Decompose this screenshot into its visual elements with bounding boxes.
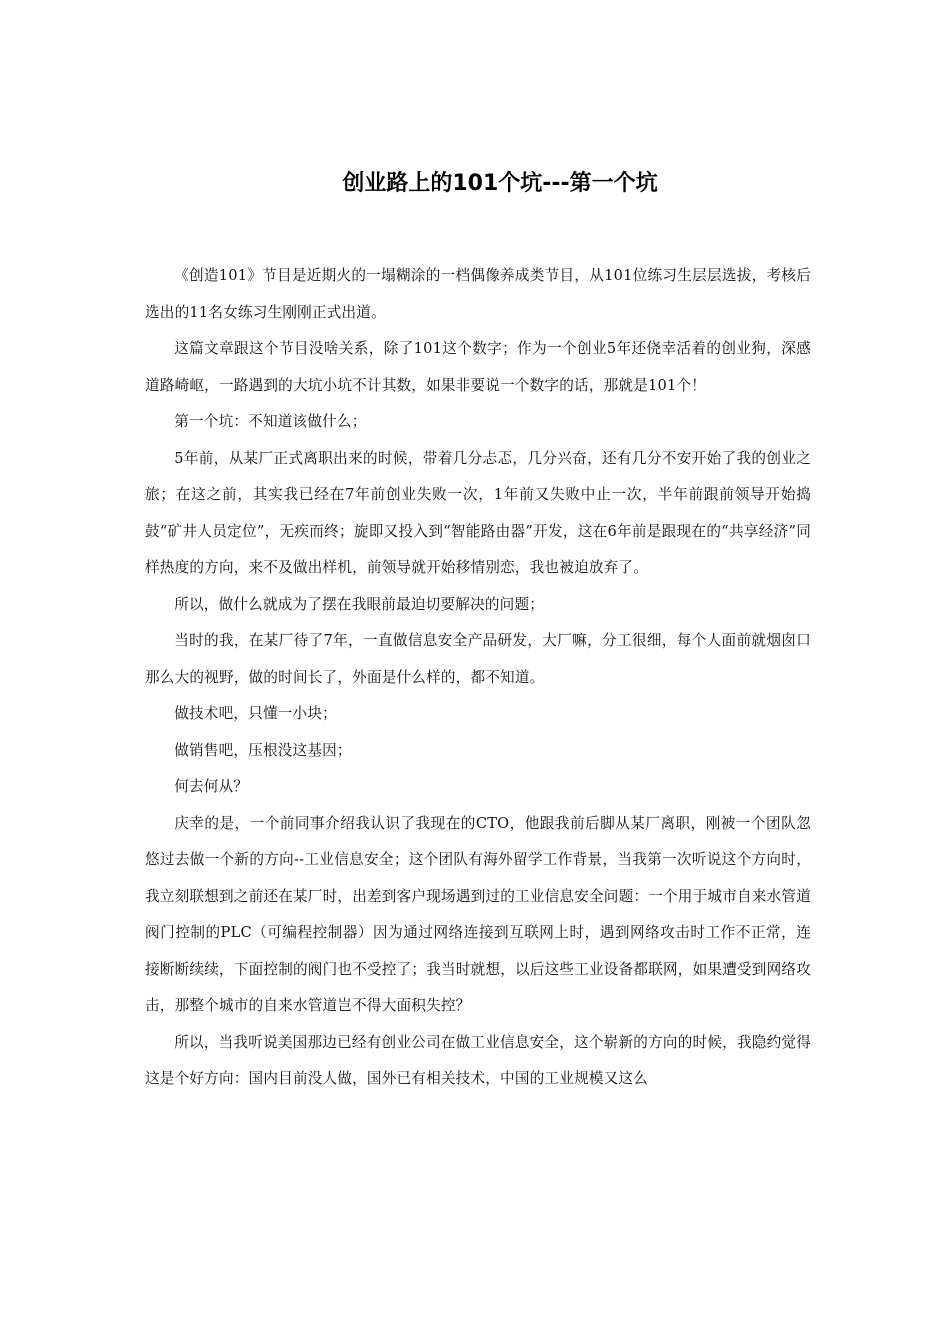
paragraph: 《创造101》节目是近期火的一塌糊涂的一档偶像养成类节目，从101位练习生层层选拔，考核后选出的11名女练习生刚刚正式出道。 xyxy=(145,267,811,321)
paragraph: 做技术吧，只懂一小块； xyxy=(174,705,337,722)
paragraph: 第一个坑：不知道该做什么； xyxy=(174,413,367,430)
paragraph: 做销售吧，压根没这基因； xyxy=(174,741,352,759)
paragraph: 庆幸的是，一个前同事介绍我认识了我现在的CTO，他跟我前后脚从某厂离职，刚被一个团队忽悠过去做一个新的方向--工业信息安全；这个团队有海外留学工作背景，当我第一次听说这个方向时，我立刻联想到之前还在某厂时，出差到客户现场遇到过的工业信息安全问题：一个用于城市自来水管道阀门控制的PLC（可编程控制器）因为通过网络连接到互联网上时，遇到网络攻击时工作不正常，连接断断续续，下面控制的阀门也不受控了；我当时就想，以后这些工业设备都联网，如果遭受到网络攻击，那整个城市的自来水管道岂不得大面积失控？ xyxy=(145,814,811,1014)
paragraph: 所以，做什么就成为了摆在我眼前最迫切要解决的问题； xyxy=(174,595,545,613)
paragraph: 这篇文章跟这个节目没啥关系，除了101这个数字；作为一个创业5年还侥幸活着的创业狗，深感道路崎岖，一路遇到的大坑小坑不计其数，如果非要说一个数字的话，那就是101个！ xyxy=(145,340,811,394)
paragraph: 何去何从？ xyxy=(174,778,249,795)
document-title: 创业路上的101个坑---第一个坑 xyxy=(342,171,658,196)
paragraph: 当时的我，在某厂待了7年，一直做信息安全产品研发，大厂嘛，分工很细，每个人面前就烟囱口那么大的视野，做的时间长了，外面是什么样的，都不知道。 xyxy=(145,632,811,686)
paragraph: 所以，当我听说美国那边已经有创业公司在做工业信息安全，这个崭新的方向的时候，我隐约觉得这是个好方向：国内目前没人做，国外已有相关技术，中国的工业规模又这么 xyxy=(145,1033,811,1087)
document-body xyxy=(145,258,811,1098)
paragraph: 5年前，从某厂正式离职出来的时候，带着几分忐忑，几分兴奋，还有几分不安开始了我的创业之旅；在这之前，其实我已经在7年前创业失败一次，1年前又失败中止一次，半年前跟前领导开始捣鼓“矿井人员定位”，无疾而终；旋即又投入到“智能路由器”开发，这在6年前是跟现在的“共享经济”同样热度的方向，来不及做出样机，前领导就开始移情别恋，我也被迫放弃了。 xyxy=(145,449,811,576)
